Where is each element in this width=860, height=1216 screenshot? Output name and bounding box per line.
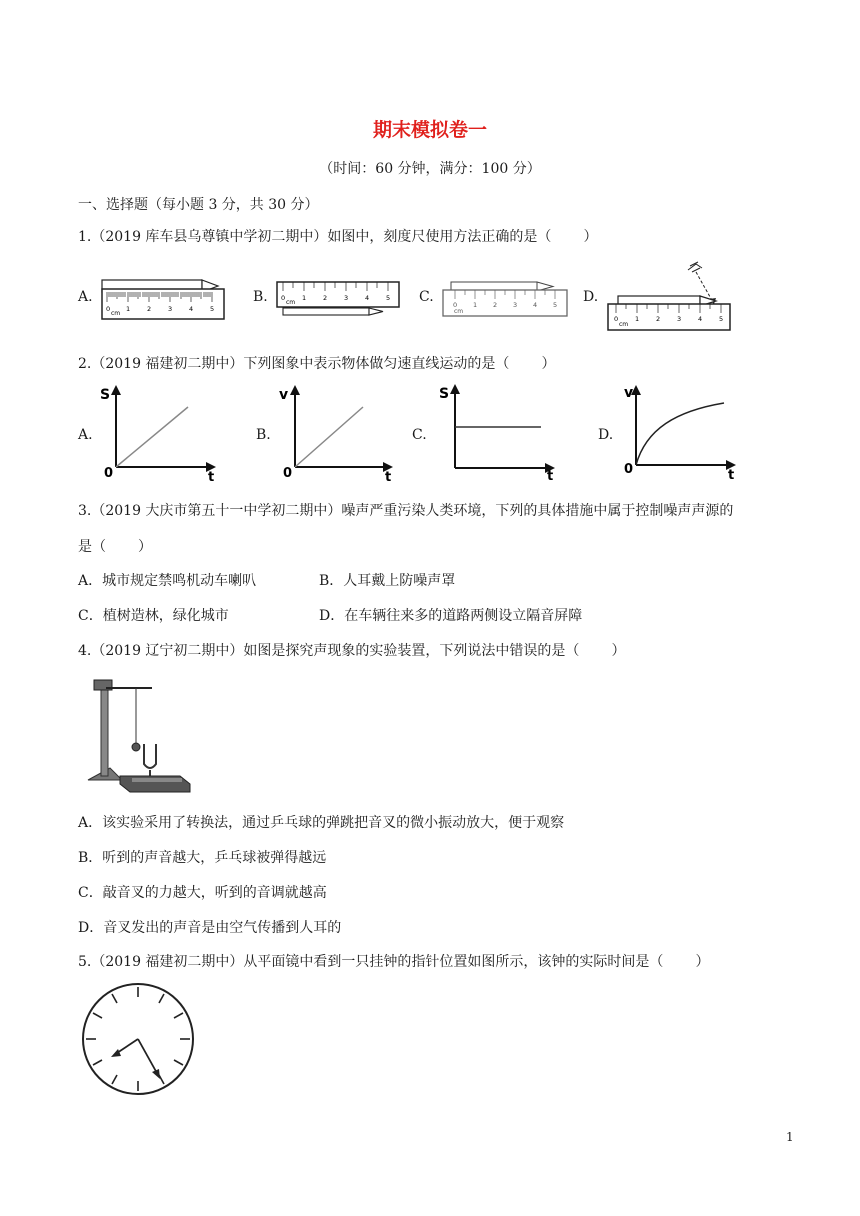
- section-heading: 一、选择题（每小题 3 分，共 30 分）: [78, 197, 319, 213]
- y-axis-label: S: [439, 386, 450, 402]
- q1-option-d-label: D.: [583, 289, 599, 305]
- q1-ruler-figure-b: [275, 280, 405, 318]
- x-axis-label: t: [385, 470, 392, 483]
- q4-option-c: C．敲音叉的力越大，听到的音调就越高: [78, 885, 327, 901]
- y-axis-label: v: [624, 385, 634, 401]
- page-number: 1: [786, 1130, 794, 1144]
- question-5-stem: 5.（2019 福建初二期中）从平面镜中看到一只挂钟的指针位置如图所示，该钟的实际时间是（ ）: [78, 954, 710, 970]
- pencil-body: [283, 308, 369, 315]
- ruler-tick-label: 2: [493, 301, 498, 309]
- ruler-tick-label: 4: [698, 315, 703, 323]
- q3-option-d: D．在车辆往来多的道路两侧设立隔音屏障: [319, 608, 583, 624]
- q4-tuning-fork-apparatus: [80, 672, 200, 794]
- q2-graph-c: [435, 380, 565, 484]
- origin-label: 0: [283, 466, 293, 481]
- question-1-stem: 1.（2019 库车县乌尊镇中学初二期中）如图中，刻度尺使用方法正确的是（ ）: [78, 229, 598, 245]
- stand-rod: [101, 684, 108, 776]
- ruler-tick-label: 3: [168, 305, 173, 313]
- ruler-tick-label: 0: [614, 315, 619, 323]
- ruler-tick-label: 1: [126, 305, 131, 313]
- question-4-stem: 4.（2019 辽宁初二期中）如图是探究声现象的实验装置，下列说法中错误的是（ ）: [78, 643, 626, 659]
- ruler-body: [277, 282, 399, 307]
- ruler-unit-label: cm: [286, 299, 296, 306]
- q4-option-b: B．听到的声音越大，乒乓球被弹得越远: [78, 850, 327, 866]
- ruler-tick-label: 3: [677, 315, 682, 323]
- ruler-tick-label: 0: [106, 305, 111, 313]
- ruler-tick-label: 0: [281, 294, 286, 302]
- exam-time-score: （时间：60 分钟，满分：100 分）: [319, 161, 541, 177]
- origin-label: 0: [624, 462, 634, 477]
- question-3-stem-line-1: 3.（2019 大庆市第五十一中学初二期中）噪声严重污染人类环境，下列的具体措施中属于控制噪声声源的: [78, 503, 734, 519]
- ruler-tick-label: 2: [656, 315, 661, 323]
- ruler-tick-label: 4: [533, 301, 538, 309]
- y-axis-arrow: [290, 385, 300, 395]
- page-title: 期末模拟卷一: [372, 119, 487, 141]
- y-axis-label: S: [100, 387, 111, 403]
- q1-ruler-figure-d: [604, 258, 736, 332]
- question-2-stem: 2.（2019 福建初二期中）下列图象中表示物体做匀速直线运动的是（ ）: [78, 356, 556, 372]
- question-3-stem-line-2: 是（ ）: [78, 539, 152, 555]
- q2-graph-b: [275, 383, 403, 483]
- origin-label: 0: [104, 466, 114, 481]
- ruler-tick-label: 5: [719, 315, 724, 323]
- ruler-tick-label: 3: [344, 294, 349, 302]
- y-axis-arrow: [450, 384, 460, 394]
- eye-icon: [688, 262, 702, 272]
- ruler-tick-label: 1: [473, 301, 478, 309]
- ruler-tick-label: 5: [210, 305, 215, 313]
- tuning-fork: [144, 744, 156, 768]
- ruler-tick-label: 4: [189, 305, 194, 313]
- q3-option-a: A．城市规定禁鸣机动车喇叭: [78, 573, 257, 589]
- resonance-box-top: [132, 778, 182, 782]
- y-axis-label: v: [279, 387, 289, 403]
- ruler-unit-label: cm: [454, 308, 464, 315]
- graph-line: [116, 407, 188, 467]
- q2-graph-d: [616, 379, 746, 483]
- q1-ruler-figure-a: [100, 277, 228, 321]
- x-axis-label: t: [547, 469, 554, 484]
- x-axis-label: t: [208, 470, 215, 483]
- q4-option-d: D．音叉发出的声音是由空气传播到人耳的: [78, 920, 342, 936]
- q1-option-a-label: A.: [78, 289, 93, 305]
- q2-option-c-label: C.: [412, 427, 427, 443]
- q1-ruler-figure-c: [441, 280, 571, 318]
- q1-option-b-label: B.: [253, 289, 268, 305]
- ruler-tick-label: 4: [365, 294, 370, 302]
- ruler-tick-label: 2: [147, 305, 152, 313]
- q3-option-b: B．人耳戴上防噪声罩: [319, 573, 456, 589]
- ruler-tick-label: 1: [302, 294, 307, 302]
- q1-option-c-label: C.: [419, 289, 434, 305]
- pencil-tip: [369, 308, 383, 315]
- ruler-tick-label: 1: [635, 315, 640, 323]
- x-axis-label: t: [728, 468, 735, 483]
- q3-option-c: C．植树造林，绿化城市: [78, 608, 229, 624]
- ruler-unit-label: cm: [111, 310, 121, 317]
- ruler-unit-label: cm: [619, 321, 629, 328]
- q4-option-a: A．该实验采用了转换法，通过乒乓球的弹跳把音叉的微小振动放大，便于观察: [78, 815, 565, 831]
- q5-mirror-clock: [78, 977, 200, 1101]
- q2-option-a-label: A.: [78, 427, 93, 443]
- ruler-tick-label: 3: [513, 301, 518, 309]
- graph-curve: [636, 403, 724, 465]
- ping-pong-ball: [132, 743, 140, 751]
- ruler-tick-label: 5: [553, 301, 558, 309]
- ruler-tick-label: 2: [323, 294, 328, 302]
- ruler-tick-label: 5: [386, 294, 391, 302]
- graph-line: [295, 407, 363, 467]
- y-axis-arrow: [111, 385, 121, 395]
- q2-option-b-label: B.: [256, 427, 271, 443]
- q2-option-d-label: D.: [598, 427, 614, 443]
- ruler-tick-label: 0: [453, 301, 458, 309]
- q2-graph-a: [96, 383, 224, 483]
